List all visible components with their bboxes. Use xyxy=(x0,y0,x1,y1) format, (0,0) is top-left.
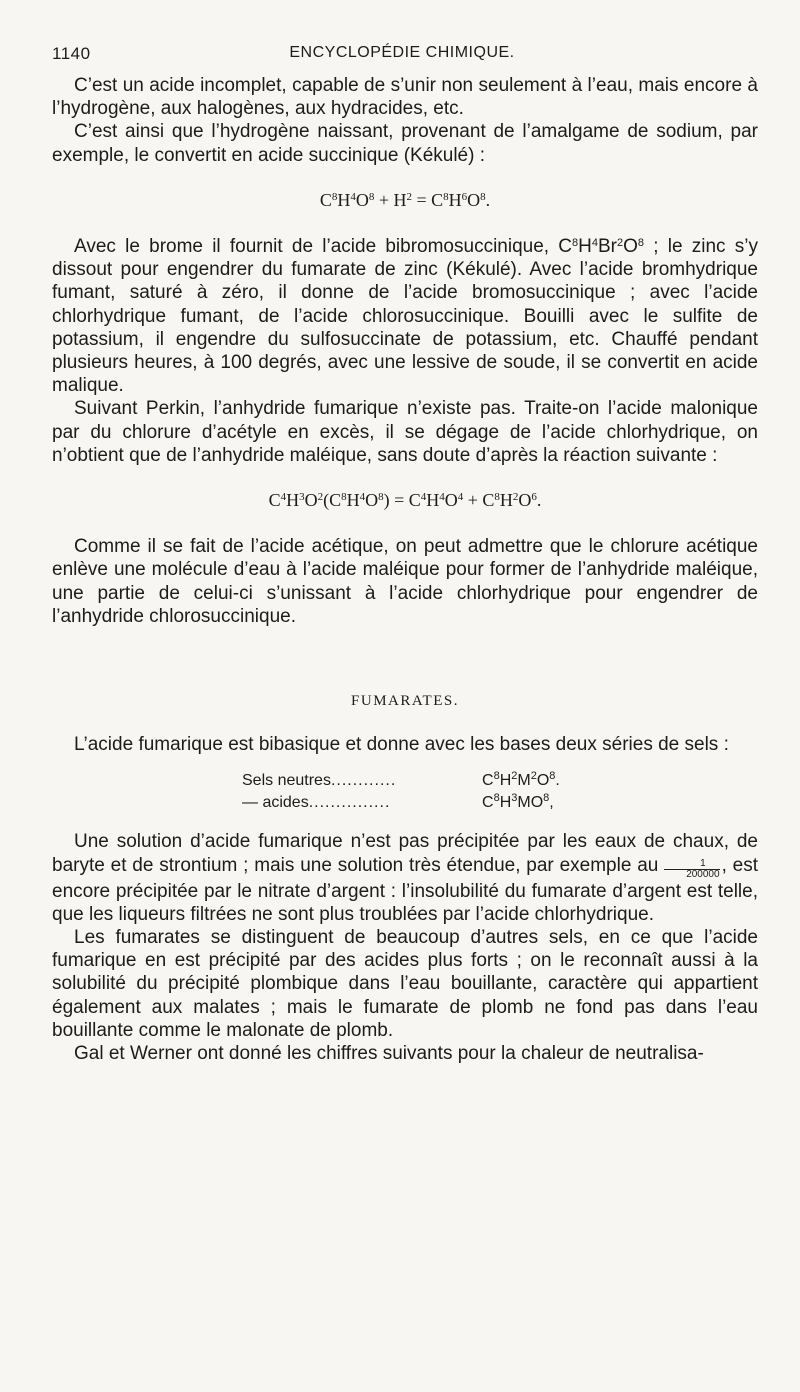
salts-neutral-text: Sels neutres xyxy=(242,772,331,790)
paragraph-2: C’est ainsi que l’hydrogène naissant, provenant de l’amalgame de sodium, par exemple, le convertit en acide succinique (Kékulé) : xyxy=(52,121,758,166)
salts-row-acid xyxy=(242,792,758,814)
paragraph-9: Gal et Werner ont donné les chiffres suivants pour la chaleur de neutralisa- xyxy=(74,1043,704,1065)
formula-hydrogenation: $C^8H^4O^8 + H^2 = C^8H^6O^8$. xyxy=(319,189,491,210)
salts-row-neutral xyxy=(242,770,758,792)
salts-acid-dots: ............... xyxy=(308,794,391,812)
formula-malonic-reaction: $C^4H^3O^2(C^8H^4O^8) = C^4H^4O^4 + C^8H^2O^6$. xyxy=(268,490,542,511)
fraction-numerator: 1 xyxy=(664,859,719,870)
salts-acid-formula: $C^8H^3MO^8$, xyxy=(482,792,554,812)
salts-neutral-formula: $C^8H^2M^2O^8$. xyxy=(482,770,560,790)
page-header xyxy=(52,44,752,64)
body-text xyxy=(52,74,758,1065)
salts-neutral-dots: ............ xyxy=(330,772,397,790)
paragraph-7-end: , est encore précipitée par le nitrate d’argent : l’insolubilité du fumarate d’argent est telle, que les liqueurs filtrées ne sont plus troublées par l’acide chlorhydrique. xyxy=(52,854,759,925)
paragraph-1: C’est un acide incomplet, capable de s’unir non seulement à l’eau, mais encore à l’hydrogène, aux halogènes, aux hydracides, etc. xyxy=(52,75,758,120)
paragraph-7 xyxy=(52,830,758,926)
salts-acid-text: — acides xyxy=(242,794,309,812)
paragraph-7-start: Une solution d’acide fumarique n’est pas précipitée par les eaux de chaux, de baryte et de strontium ; mais une solution très étendue, par exemple au xyxy=(52,831,758,876)
fraction xyxy=(664,859,719,880)
page-number: 1140 xyxy=(52,44,91,63)
paragraph-4: Suivant Perkin, l’anhydride fumarique n’existe pas. Traite-on l’acide malonique par du chlorure d’acétyle en excès, il se dégage de l’acide chlorhydrique, on n’obtient que de l’anhydride maléique, sans doute d’après la réaction suivante : xyxy=(52,398,758,466)
paragraph-3-end: ; le zinc s’y dissout pour engendrer du fumarate de zinc (Kékulé). Avec l’acide bromhydrique fumant, saturé à zéro, il donne de l’acide bromosuccinique ; avec l’acide chlorhydrique fumant, de l’acide chlorosuccinique. Bouilli avec le sulfite de potassium, il engendre du sulfosuccinate de potassium, etc. Chauffé pendant plusieurs heures, à 100 degrés, avec une lessive de soude, il se convertit en acide malique. xyxy=(52,236,758,397)
running-title: ENCYCLOPÉDIE CHIMIQUE. xyxy=(289,44,515,61)
fraction-denominator: 200000 xyxy=(686,868,720,880)
paragraph-8: Les fumarates se distinguent de beaucoup d’autres sels, en ce que l’acide fumarique en est précipité par des acides plus forts ; on le reconnaît aussi à la solubilité du précipité plombique dans l’eau bouillante, caractère qui appartient également aux malates ; mais le fumarate de plomb ne fond pas dans l’eau bouillante comme le malonate de plomb. xyxy=(52,927,758,1041)
paragraph-3: Avec le brome il fournit de l’acide bibromosuccinique, $C^8H^4Br^2O^8$ ; le zinc s’y dissout pour engendrer du fumarate de zinc (Kékulé). Avec l’acide bromhydrique fumant, saturé à zéro, il donne de l’acide bromosuccinique ; avec l’acide chlorhydrique fumant, de l’acide chlorosuccinique. Bouilli avec le sulfite de potassium, il engendre du sulfosuccinate de potassium, etc. Chauffé pendant plusieurs heures, à 100 degrés, avec une lessive de soude, il se convertit en acide malique. xyxy=(52,236,758,397)
paragraph-5: Comme il se fait de l’acide acétique, on peut admettre que le chlorure acétique enlève une molécule d’eau à l’acide maléique pour former de l’anhydride maléique, une partie de celui-ci s’unissant à l’acide chlorhydrique pour engendrer de l’anhydride chlorosuccinique. xyxy=(52,536,758,627)
salts-neutral-label xyxy=(242,770,482,792)
paragraph-6: L’acide fumarique est bibasique et donne avec les bases deux séries de sels : xyxy=(74,734,729,756)
section-title: FUMARATES. xyxy=(351,693,459,710)
paragraph-3-start: Avec le brome il fournit de l’acide bibromosuccinique, C xyxy=(74,236,572,258)
salts-table xyxy=(242,770,758,814)
salts-acid-label xyxy=(242,792,482,814)
